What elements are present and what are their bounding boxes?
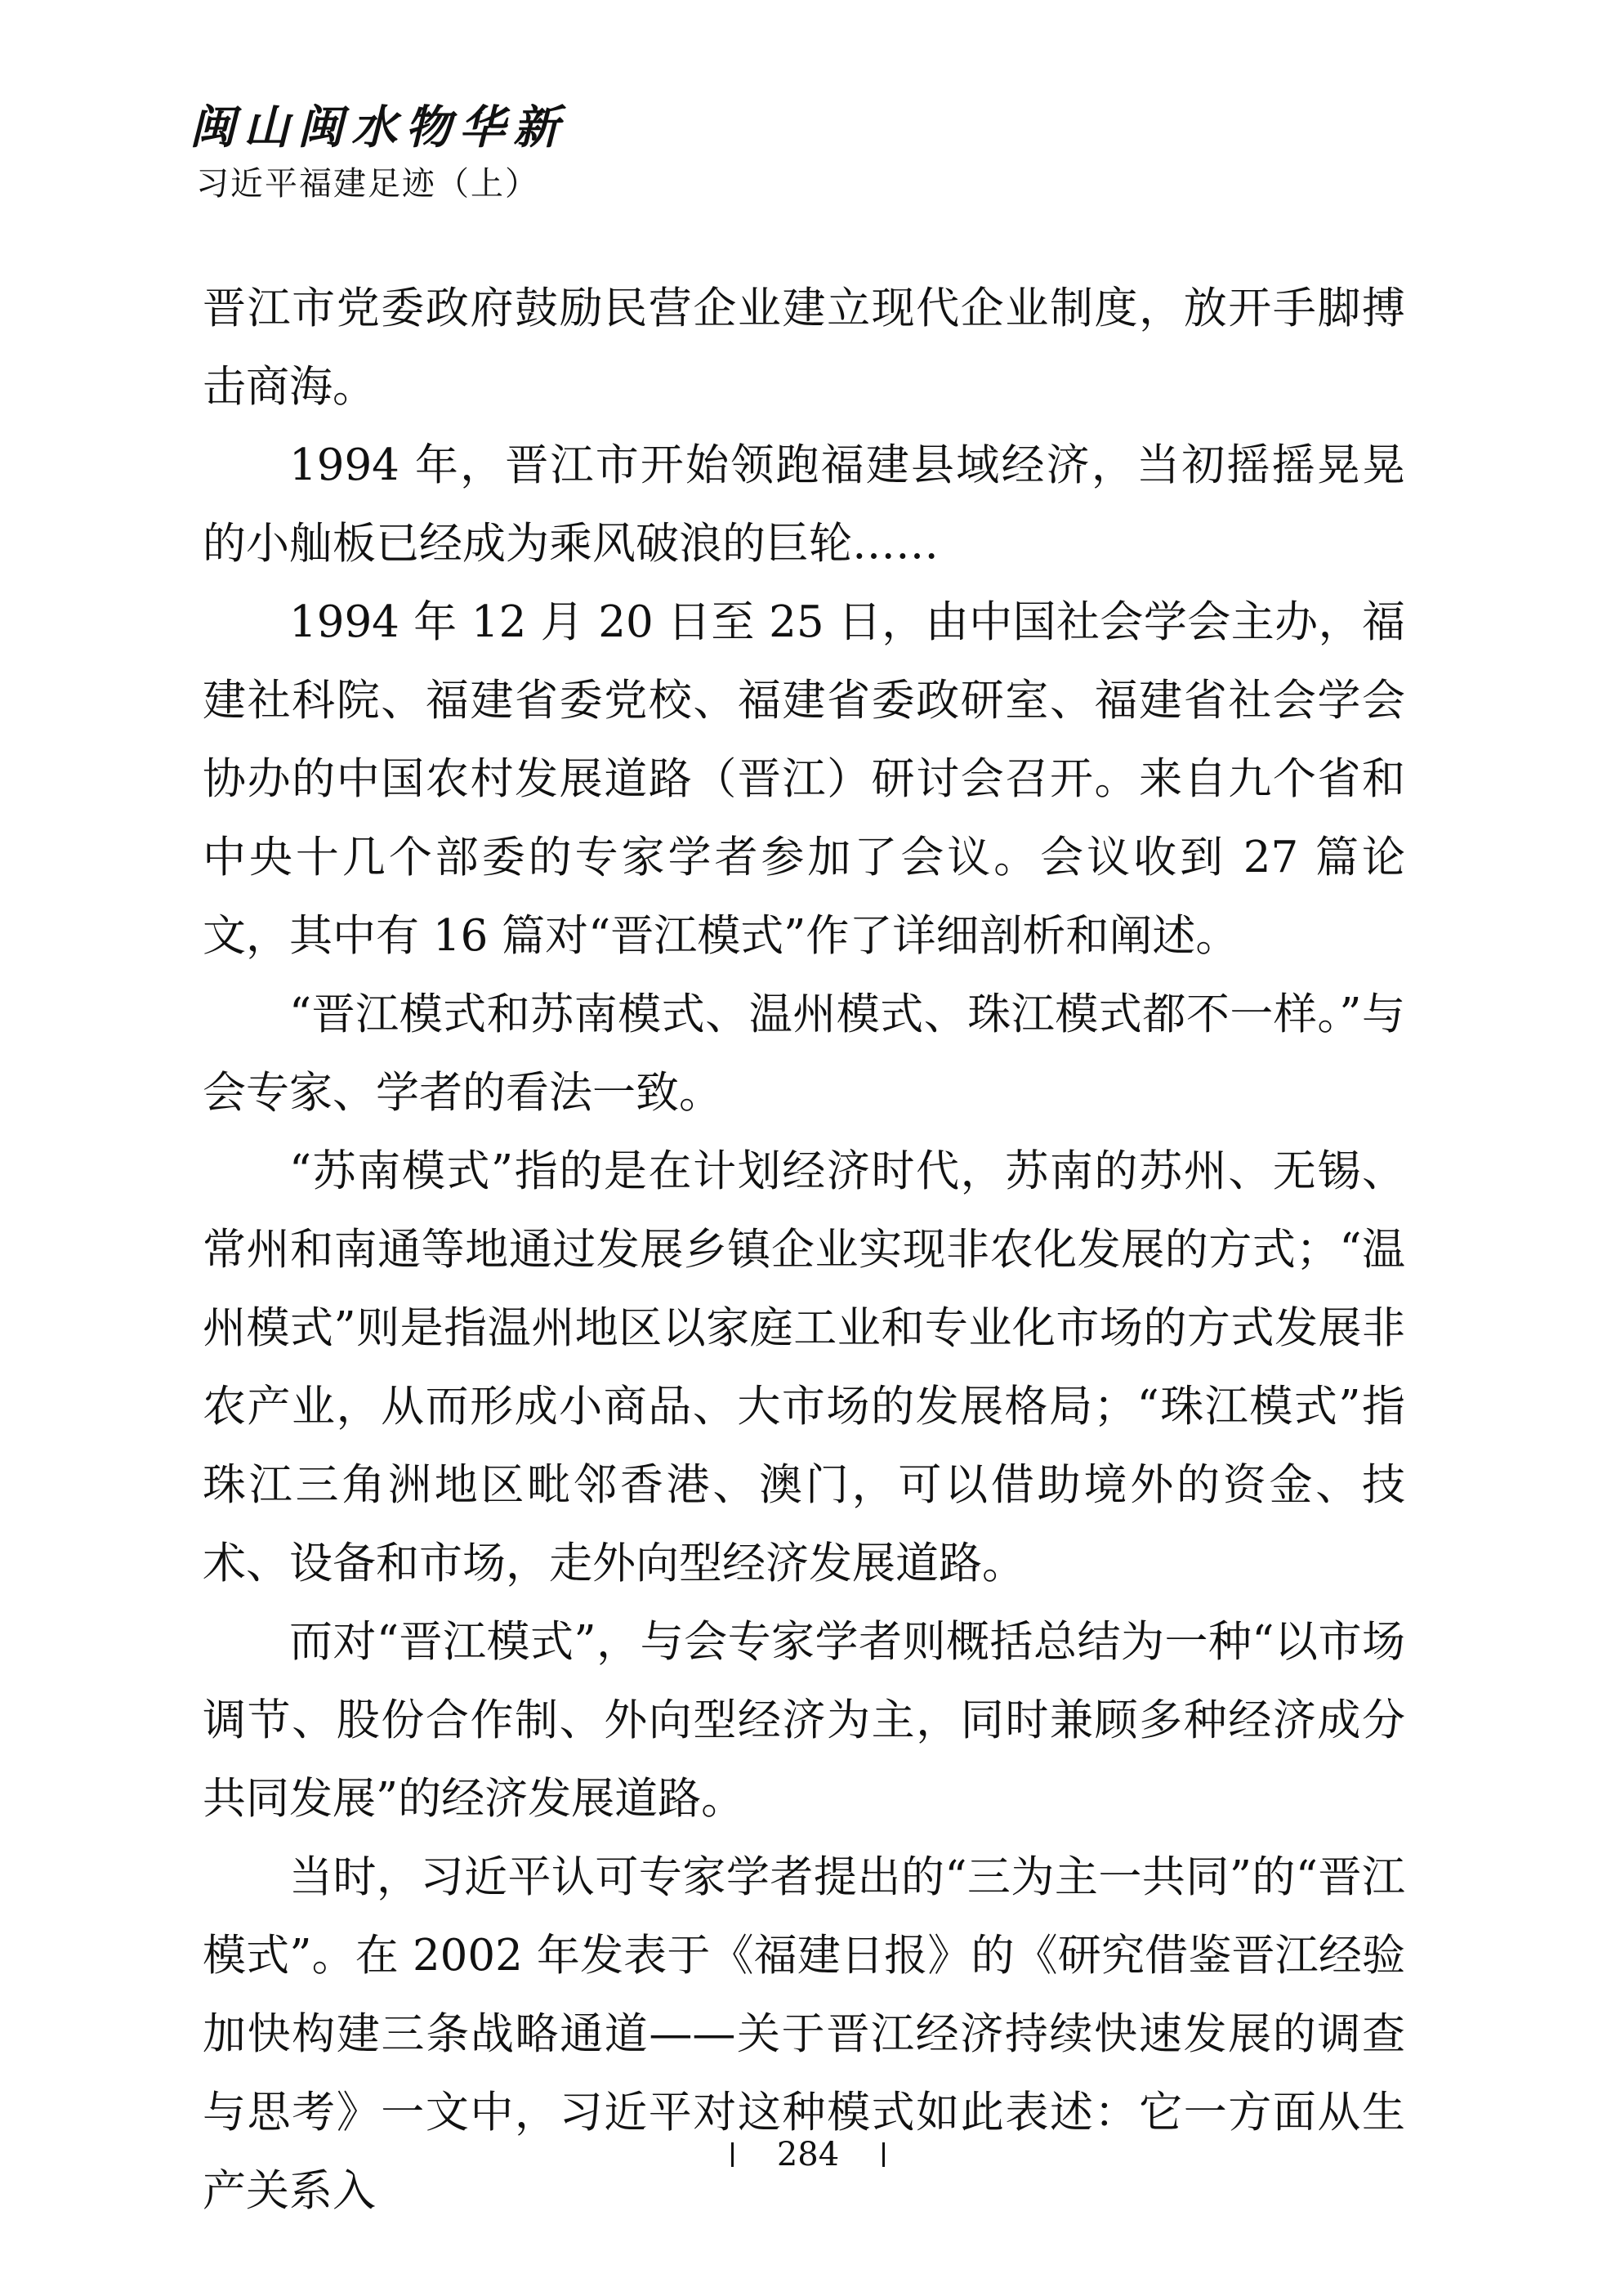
paragraph: 当时，习近平认可专家学者提出的“三为主一共同”的“晋江模式”。在 2002 年发表于《福建日报》的《研究借鉴晋江经验 加快构建三条战略通道——关于晋江经济持续快速发展的调查与思考》一文中，习近平对这种模式如此表述：它一方面从生产关系入 <box>203 1852 1449 2216</box>
page-number-divider-left <box>731 2142 734 2167</box>
paragraph: 1994 年，晋江市开始领跑福建县域经济，当初摇摇晃晃的小舢板已经成为乘风破浪的巨轮…… <box>203 440 1405 569</box>
page-number-footer <box>0 2136 1616 2171</box>
paragraph: “苏南模式”指的是在计划经济时代，苏南的苏州、无锡、常州和南通等地通过发展乡镇企业实现非农化发展的方式；“温州模式”则是指温州地区以家庭工业和专业化市场的方式发展非农产业，从而形成小商品、大市场的发展格局；“珠江模式”指珠江三角洲地区毗邻香港、澳门，可以借助境外的资金、技术、设备和市场，走外向型经济发展道路。 <box>203 1146 1405 1588</box>
book-title: 闽山闽水物华新 <box>190 101 567 154</box>
paragraph: 而对“晋江模式”，与会专家学者则概括总结为一种“以市场调节、股份合作制、外向型经济为主，同时兼顾多种经济成分共同发展”的经济发展道路。 <box>203 1617 1405 1824</box>
body-text <box>203 270 1449 2231</box>
book-subtitle: 习近平福建足迹（上） <box>196 165 539 203</box>
page-number: 284 <box>776 2136 840 2173</box>
paragraph: 1994 年 12 月 20 日至 25 日，由中国社会学会主办，福建社科院、福建省委党校、福建省委政研室、福建省社会学会协办的中国农村发展道路（晋江）研讨会召开。来自九个省和中央十几个部委的专家学者参加了会议。会议收到 27 篇论文，其中有 16 篇对“晋江模式”作了详细剖析和阐述。 <box>203 597 1405 961</box>
paragraph: “晋江模式和苏南模式、温州模式、珠江模式都不一样。”与会专家、学者的看法一致。 <box>203 989 1405 1118</box>
paragraph-continuation: 晋江市党委政府鼓励民营企业建立现代企业制度，放开手脚搏击商海。 <box>203 284 1405 412</box>
page-number-divider-right <box>882 2142 885 2167</box>
